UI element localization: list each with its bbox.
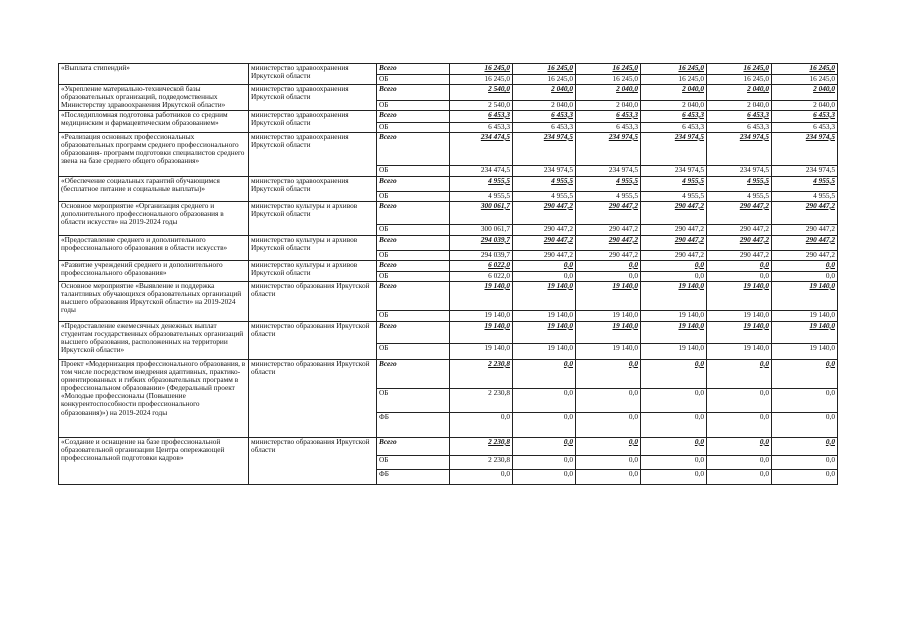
amount-cell: 234 974,5 bbox=[513, 165, 576, 176]
amount-cell: 294 039,7 bbox=[450, 250, 513, 260]
amount-cell: 234 974,5 bbox=[576, 165, 641, 176]
amount-cell: 19 140,0 bbox=[641, 310, 707, 321]
executor-cell: министерство здравоохранения Иркутской области bbox=[249, 132, 377, 176]
executor-cell: министерство культуры и архивов Иркутской области bbox=[249, 201, 377, 235]
amount-cell: 19 140,0 bbox=[707, 310, 772, 321]
amount-cell: 4 955,5 bbox=[707, 191, 772, 201]
funding-source-cell: Всего bbox=[377, 85, 450, 101]
amount-cell: 0,0 bbox=[576, 271, 641, 281]
executor-cell: министерство здравоохранения Иркутской области bbox=[249, 64, 377, 85]
amount-cell: 16 245,0 bbox=[641, 64, 707, 75]
measure-name-cell: «Последипломная подготовка работников со средним медицинским и фармацевтическим образованием» bbox=[59, 110, 249, 132]
amount-cell: 300 061,7 bbox=[450, 224, 513, 235]
amount-cell: 0,0 bbox=[513, 412, 576, 437]
amount-cell: 0,0 bbox=[707, 437, 772, 455]
table-body bbox=[59, 64, 838, 485]
amount-cell: 16 245,0 bbox=[513, 64, 576, 75]
amount-cell: 4 955,5 bbox=[576, 176, 641, 191]
amount-cell: 0,0 bbox=[707, 469, 772, 484]
amount-cell: 234 974,5 bbox=[707, 165, 772, 176]
executor-cell: министерство здравоохранения Иркутской области bbox=[249, 176, 377, 201]
amount-cell: 0,0 bbox=[707, 388, 772, 412]
amount-cell: 4 955,5 bbox=[707, 176, 772, 191]
amount-cell: 19 140,0 bbox=[772, 281, 838, 310]
funding-source-cell: ОБ bbox=[377, 224, 450, 235]
amount-cell: 19 140,0 bbox=[576, 343, 641, 359]
amount-cell: 2 230,8 bbox=[450, 359, 513, 388]
amount-cell: 0,0 bbox=[772, 271, 838, 281]
funding-source-cell: ОБ bbox=[377, 101, 450, 110]
amount-cell: 16 245,0 bbox=[513, 75, 576, 85]
amount-cell: 0,0 bbox=[641, 260, 707, 271]
amount-cell: 19 140,0 bbox=[772, 310, 838, 321]
amount-cell: 19 140,0 bbox=[450, 310, 513, 321]
amount-cell: 2 040,0 bbox=[641, 101, 707, 110]
amount-cell: 0,0 bbox=[576, 359, 641, 388]
amount-cell: 6 453,3 bbox=[513, 122, 576, 132]
amount-cell: 19 140,0 bbox=[513, 281, 576, 310]
amount-cell: 2 040,0 bbox=[641, 85, 707, 101]
amount-cell: 0,0 bbox=[576, 388, 641, 412]
amount-cell: 290 447,2 bbox=[707, 201, 772, 224]
amount-cell: 234 974,5 bbox=[772, 132, 838, 165]
amount-cell: 16 245,0 bbox=[707, 64, 772, 75]
amount-cell: 290 447,2 bbox=[641, 235, 707, 250]
funding-source-cell: ФБ bbox=[377, 412, 450, 437]
measure-name-cell: «Выплата стипендий» bbox=[59, 64, 249, 85]
amount-cell: 2 540,0 bbox=[450, 101, 513, 110]
table-row-total bbox=[59, 281, 838, 310]
funding-source-cell: Всего bbox=[377, 437, 450, 455]
funding-source-cell: ОБ bbox=[377, 75, 450, 85]
amount-cell: 0,0 bbox=[576, 469, 641, 484]
amount-cell: 6 453,3 bbox=[576, 122, 641, 132]
executor-cell: министерство культуры и архивов Иркутской области bbox=[249, 260, 377, 281]
amount-cell: 234 974,5 bbox=[641, 132, 707, 165]
table-row-total bbox=[59, 235, 838, 250]
amount-cell: 0,0 bbox=[641, 359, 707, 388]
funding-source-cell: Всего bbox=[377, 64, 450, 75]
amount-cell: 19 140,0 bbox=[641, 343, 707, 359]
amount-cell: 290 447,2 bbox=[707, 235, 772, 250]
measure-name-cell: «Укрепление материально-технической базы образовательных организаций, подведомственных Министерству здравоохранения Иркутской области» bbox=[59, 85, 249, 111]
amount-cell: 290 447,2 bbox=[772, 201, 838, 224]
amount-cell: 290 447,2 bbox=[576, 250, 641, 260]
measure-name-cell: «Предоставление ежемесячных денежных выплат студентам государственных образовательных организаций высшего образования, расположенных на территории Иркутской области» bbox=[59, 321, 249, 359]
table-row-total bbox=[59, 201, 838, 224]
amount-cell: 0,0 bbox=[513, 469, 576, 484]
amount-cell: 6 453,3 bbox=[513, 110, 576, 122]
executor-cell: министерство здравоохранения Иркутской области bbox=[249, 85, 377, 111]
executor-cell: министерство образования Иркутской области bbox=[249, 359, 377, 437]
amount-cell: 234 974,5 bbox=[641, 165, 707, 176]
amount-cell: 234 974,5 bbox=[772, 165, 838, 176]
amount-cell: 234 974,5 bbox=[576, 132, 641, 165]
table-row-total bbox=[59, 176, 838, 191]
amount-cell: 0,0 bbox=[772, 260, 838, 271]
amount-cell: 0,0 bbox=[641, 455, 707, 469]
amount-cell: 19 140,0 bbox=[772, 343, 838, 359]
amount-cell: 290 447,2 bbox=[772, 235, 838, 250]
amount-cell: 0,0 bbox=[641, 271, 707, 281]
amount-cell: 19 140,0 bbox=[707, 281, 772, 310]
amount-cell: 0,0 bbox=[576, 437, 641, 455]
funding-source-cell: Всего bbox=[377, 359, 450, 388]
amount-cell: 0,0 bbox=[772, 388, 838, 412]
funding-source-cell: ОБ bbox=[377, 122, 450, 132]
amount-cell: 19 140,0 bbox=[450, 281, 513, 310]
amount-cell: 16 245,0 bbox=[576, 64, 641, 75]
amount-cell: 0,0 bbox=[641, 437, 707, 455]
amount-cell: 2 040,0 bbox=[772, 85, 838, 101]
amount-cell: 0,0 bbox=[707, 260, 772, 271]
funding-source-cell: ОБ bbox=[377, 271, 450, 281]
amount-cell: 234 474,5 bbox=[450, 132, 513, 165]
amount-cell: 6 453,3 bbox=[576, 110, 641, 122]
funding-source-cell: ОБ bbox=[377, 191, 450, 201]
amount-cell: 234 974,5 bbox=[707, 132, 772, 165]
funding-source-cell: Всего bbox=[377, 110, 450, 122]
amount-cell: 6 453,3 bbox=[772, 122, 838, 132]
amount-cell: 6 453,3 bbox=[450, 110, 513, 122]
amount-cell: 2 040,0 bbox=[707, 85, 772, 101]
amount-cell: 2 040,0 bbox=[576, 85, 641, 101]
amount-cell: 0,0 bbox=[641, 388, 707, 412]
amount-cell: 4 955,5 bbox=[641, 191, 707, 201]
amount-cell: 0,0 bbox=[513, 437, 576, 455]
table-row-total bbox=[59, 85, 838, 101]
table-row-total bbox=[59, 260, 838, 271]
amount-cell: 2 230,8 bbox=[450, 437, 513, 455]
amount-cell: 0,0 bbox=[576, 260, 641, 271]
table-row-total bbox=[59, 437, 838, 455]
amount-cell: 4 955,5 bbox=[513, 176, 576, 191]
amount-cell: 4 955,5 bbox=[450, 176, 513, 191]
measure-name-cell: Основное мероприятие «Выявление и поддержка талантливых обучающихся образовательных организаций высшего образования Иркутской области» на 2019-2024 годы bbox=[59, 281, 249, 321]
amount-cell: 290 447,2 bbox=[513, 201, 576, 224]
funding-source-cell: ОБ bbox=[377, 455, 450, 469]
amount-cell: 0,0 bbox=[513, 271, 576, 281]
amount-cell: 0,0 bbox=[707, 455, 772, 469]
amount-cell: 6 453,3 bbox=[450, 122, 513, 132]
amount-cell: 2 040,0 bbox=[576, 101, 641, 110]
amount-cell: 290 447,2 bbox=[576, 235, 641, 250]
amount-cell: 2 540,0 bbox=[450, 85, 513, 101]
amount-cell: 290 447,2 bbox=[513, 224, 576, 235]
measure-name-cell: Проект «Модернизация профессионального образования, в том числе посредством внедрения адаптивных, практико-ориентированных и гибких образовательных программ в профессиональном образовании» (Федеральный проект «Молодые профессионалы (Повышение конкурентоспособности профессионального образования)») на 2019-2024 годы bbox=[59, 359, 249, 437]
amount-cell: 0,0 bbox=[576, 455, 641, 469]
amount-cell: 16 245,0 bbox=[576, 75, 641, 85]
amount-cell: 2 040,0 bbox=[513, 101, 576, 110]
amount-cell: 19 140,0 bbox=[641, 321, 707, 343]
amount-cell: 19 140,0 bbox=[707, 321, 772, 343]
amount-cell: 290 447,2 bbox=[707, 250, 772, 260]
amount-cell: 6 022,0 bbox=[450, 271, 513, 281]
amount-cell: 4 955,5 bbox=[772, 191, 838, 201]
amount-cell: 234 474,5 bbox=[450, 165, 513, 176]
funding-source-cell: Всего bbox=[377, 281, 450, 310]
amount-cell: 290 447,2 bbox=[641, 201, 707, 224]
amount-cell: 0,0 bbox=[513, 260, 576, 271]
measure-name-cell: «Создание и оснащение на базе профессиональной образовательной организации Центра опережающей профессиональной подготовки кадров» bbox=[59, 437, 249, 484]
amount-cell: 0,0 bbox=[513, 388, 576, 412]
amount-cell: 4 955,5 bbox=[513, 191, 576, 201]
amount-cell: 6 453,3 bbox=[772, 110, 838, 122]
executor-cell: министерство здравоохранения Иркутской области bbox=[249, 110, 377, 132]
amount-cell: 19 140,0 bbox=[513, 310, 576, 321]
amount-cell: 19 140,0 bbox=[576, 310, 641, 321]
amount-cell: 2 230,8 bbox=[450, 455, 513, 469]
funding-source-cell: Всего bbox=[377, 201, 450, 224]
funding-source-cell: Всего bbox=[377, 132, 450, 165]
amount-cell: 2 040,0 bbox=[513, 85, 576, 101]
amount-cell: 0,0 bbox=[772, 455, 838, 469]
amount-cell: 4 955,5 bbox=[450, 191, 513, 201]
funding-source-cell: Всего bbox=[377, 321, 450, 343]
funding-source-cell: ОБ bbox=[377, 310, 450, 321]
amount-cell: 0,0 bbox=[707, 271, 772, 281]
amount-cell: 16 245,0 bbox=[772, 75, 838, 85]
measure-name-cell: «Реализация основных профессиональных образовательных программ среднего профессионального образования- программ подготовки специалистов среднего звена на базе среднего общего образования» bbox=[59, 132, 249, 176]
amount-cell: 0,0 bbox=[513, 359, 576, 388]
amount-cell: 19 140,0 bbox=[707, 343, 772, 359]
funding-source-cell: Всего bbox=[377, 260, 450, 271]
amount-cell: 0,0 bbox=[707, 359, 772, 388]
funding-source-cell: ОБ bbox=[377, 388, 450, 412]
amount-cell: 19 140,0 bbox=[641, 281, 707, 310]
amount-cell: 0,0 bbox=[772, 469, 838, 484]
funding-source-cell: ФБ bbox=[377, 469, 450, 484]
funding-source-cell: Всего bbox=[377, 235, 450, 250]
amount-cell: 19 140,0 bbox=[576, 321, 641, 343]
measure-name-cell: «Развитие учреждений среднего и дополнительного профессионального образования» bbox=[59, 260, 249, 281]
amount-cell: 2 230,8 bbox=[450, 388, 513, 412]
amount-cell: 4 955,5 bbox=[576, 191, 641, 201]
amount-cell: 19 140,0 bbox=[772, 321, 838, 343]
amount-cell: 6 022,0 bbox=[450, 260, 513, 271]
amount-cell: 16 245,0 bbox=[450, 64, 513, 75]
amount-cell: 6 453,3 bbox=[707, 110, 772, 122]
table-row-total bbox=[59, 359, 838, 388]
executor-cell: министерство образования Иркутской области bbox=[249, 437, 377, 484]
executor-cell: министерство образования Иркутской области bbox=[249, 321, 377, 359]
amount-cell: 290 447,2 bbox=[576, 201, 641, 224]
amount-cell: 0,0 bbox=[641, 412, 707, 437]
amount-cell: 0,0 bbox=[450, 469, 513, 484]
amount-cell: 0,0 bbox=[772, 359, 838, 388]
funding-table bbox=[58, 63, 838, 485]
funding-source-cell: ОБ bbox=[377, 250, 450, 260]
table-row-total bbox=[59, 110, 838, 122]
amount-cell: 4 955,5 bbox=[641, 176, 707, 191]
amount-cell: 0,0 bbox=[576, 412, 641, 437]
table-row-total bbox=[59, 132, 838, 165]
amount-cell: 2 040,0 bbox=[772, 101, 838, 110]
amount-cell: 290 447,2 bbox=[772, 250, 838, 260]
amount-cell: 290 447,2 bbox=[772, 224, 838, 235]
amount-cell: 300 061,7 bbox=[450, 201, 513, 224]
amount-cell: 4 955,5 bbox=[772, 176, 838, 191]
amount-cell: 6 453,3 bbox=[641, 110, 707, 122]
measure-name-cell: «Предоставление среднего и дополнительного профессионального образования в области искусств» bbox=[59, 235, 249, 260]
executor-cell: министерство образования Иркутской области bbox=[249, 281, 377, 321]
amount-cell: 16 245,0 bbox=[707, 75, 772, 85]
measure-name-cell: Основное мероприятие «Организация среднего и дополнительного профессионального образования в области искусств» на 2019-2024 годы bbox=[59, 201, 249, 235]
amount-cell: 290 447,2 bbox=[641, 224, 707, 235]
amount-cell: 234 974,5 bbox=[513, 132, 576, 165]
amount-cell: 19 140,0 bbox=[513, 343, 576, 359]
funding-source-cell: ОБ bbox=[377, 165, 450, 176]
amount-cell: 0,0 bbox=[513, 455, 576, 469]
amount-cell: 16 245,0 bbox=[450, 75, 513, 85]
amount-cell: 19 140,0 bbox=[450, 343, 513, 359]
table-row-total bbox=[59, 64, 838, 75]
table-row-total bbox=[59, 321, 838, 343]
amount-cell: 2 040,0 bbox=[707, 101, 772, 110]
amount-cell: 19 140,0 bbox=[576, 281, 641, 310]
measure-name-cell: «Обеспечение социальных гарантий обучающимся (бесплатное питание и социальные выплаты)» bbox=[59, 176, 249, 201]
amount-cell: 290 447,2 bbox=[641, 250, 707, 260]
amount-cell: 0,0 bbox=[772, 437, 838, 455]
amount-cell: 290 447,2 bbox=[576, 224, 641, 235]
executor-cell: министерство культуры и архивов Иркутской области bbox=[249, 235, 377, 260]
amount-cell: 19 140,0 bbox=[513, 321, 576, 343]
amount-cell: 294 039,7 bbox=[450, 235, 513, 250]
amount-cell: 0,0 bbox=[450, 412, 513, 437]
amount-cell: 290 447,2 bbox=[707, 224, 772, 235]
amount-cell: 0,0 bbox=[707, 412, 772, 437]
funding-source-cell: Всего bbox=[377, 176, 450, 191]
amount-cell: 290 447,2 bbox=[513, 235, 576, 250]
amount-cell: 19 140,0 bbox=[450, 321, 513, 343]
amount-cell: 0,0 bbox=[641, 469, 707, 484]
amount-cell: 0,0 bbox=[772, 412, 838, 437]
amount-cell: 6 453,3 bbox=[707, 122, 772, 132]
funding-source-cell: ОБ bbox=[377, 343, 450, 359]
amount-cell: 6 453,3 bbox=[641, 122, 707, 132]
amount-cell: 16 245,0 bbox=[641, 75, 707, 85]
amount-cell: 16 245,0 bbox=[772, 64, 838, 75]
amount-cell: 290 447,2 bbox=[513, 250, 576, 260]
